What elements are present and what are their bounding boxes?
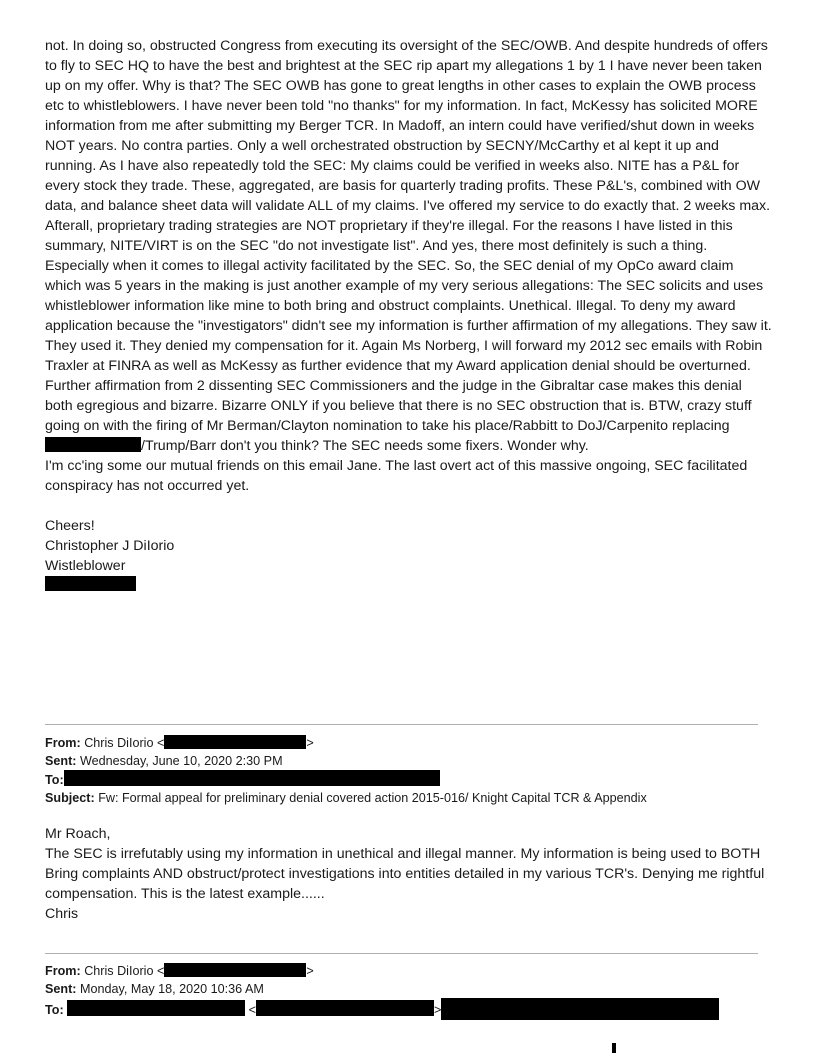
- redaction-box: [45, 576, 136, 591]
- signature-name: Christopher J DiIorio: [45, 538, 175, 554]
- sent-value: Wednesday, June 10, 2020 2:30 PM: [79, 754, 283, 768]
- forward-header-2: [45, 962, 719, 1020]
- body-paragraph: [45, 36, 773, 456]
- from-row: From: Chris DiIorio < >: [45, 736, 314, 750]
- forward-header-1: [45, 734, 647, 807]
- divider: [45, 724, 758, 725]
- paragraph-text-tail: /Trump/Barr don't you think? The SEC needs some fixers. Wonder why.: [141, 438, 589, 454]
- subject-row: Subject: Fw: Formal appeal for preliminary denial covered action 2015-016/ Knight Capital TCR & Appendix: [45, 791, 647, 805]
- greeting: Mr Roach,: [45, 826, 111, 842]
- from-value: Chris DiIorio <: [84, 736, 165, 750]
- signoff: Chris: [45, 906, 79, 922]
- redaction-box: [67, 1000, 245, 1016]
- redaction-box: [164, 735, 306, 749]
- closing-text: Cheers!: [45, 518, 95, 534]
- sent-value: Monday, May 18, 2020 10:36 AM: [79, 982, 264, 996]
- redaction-box: [64, 770, 440, 786]
- redaction-box: [164, 963, 306, 977]
- redaction-box: [256, 1000, 434, 1016]
- redaction-box: [441, 998, 719, 1020]
- paragraph-text: not. In doing so, obstructed Congress from executing its oversight of the SEC/OWB. And despite hundreds of offers to fly to SEC HQ to have the best and brightest at the SEC rip apart my allegations 1 by 1 I have never been taken up on my offer. Why is that? The SEC OWB has gone to great lengths in other cases to explain the OWB process etc to whistleblowers. I have never been told "no thanks" for my information. In fact, McKessy has solicited MORE information from me after submitting my Berger TCR. In Madoff, an intern could have verified/shut down in weeks NOT years. No contra parties. Only a well orchestrated obstruction by SECNY/McCarthy et al kept it up and running. As I have also repeatedly told the SEC: My claims could be verified in weeks also. NITE has a P&L for every stock they trade. These, aggregated, are basis for quarterly trading profits. These P&L's, combined with OW data, and balance sheet data will validate ALL of my claims. I've offered my service to do exactly that. 2 weeks max. Afterall, proprietary trading strategies are NOT proprietary if they're illegal. For the reasons I have listed in this summary, NITE/VIRT is on the SEC "do not investigate list". And yes, there most definitely is such a thing. Especially when it comes to illegal activity facilitated by the SEC. So, the SEC denial of my OpCo award claim which was 5 years in the making is just another example of my very serious allegations: The SEC solicits and uses whistleblower information like mine to both bring and obstruct complaints. Unethical. Illegal. To deny my award application because the "investigators" didn't see my information is further affirmation of my allegations. They saw it. They used it. They denied my compensation for it. Again Ms Norberg, I will forward my 2012 sec emails with Robin Traxler at FINRA as well as McKessy as further evidence that my Award application denial should be overturned. Further affirmation from 2 dissenting SEC Commissioners and the judge in the Gibraltar case makes this denial both egregious and bizarre. Bizarre ONLY if you believe that there is no SEC obstruction that is. BTW, crazy stuff going on with the firing of Mr Berman/Clayton nomination to take his place/Rabbitt to DoJ/Carpenito replacing: [45, 38, 772, 434]
- from-row: From: Chris DiIorio < >: [45, 964, 314, 978]
- to-row: To: < >: [45, 998, 719, 1020]
- to-row: To:: [45, 770, 647, 789]
- subject-value: Fw: Formal appeal for preliminary denial covered action 2015-016/ Knight Capital TCR & Appendix: [98, 791, 647, 805]
- sent-row: Sent: Wednesday, June 10, 2020 2:30 PM: [45, 754, 283, 768]
- redaction-box: [45, 437, 141, 452]
- forward-message-1: [45, 824, 773, 924]
- redaction-mark: [612, 1043, 616, 1053]
- email-body: [45, 36, 773, 597]
- signature-title: Wistleblower: [45, 558, 126, 574]
- divider: [45, 953, 758, 954]
- from-value: Chris DiIorio <: [84, 964, 165, 978]
- message-body: The SEC is irrefutably using my information in unethical and illegal manner. My information is being used to BOTH Bring complaints AND obstruct/protect investigations into entities detailed in my various TCR's. Denying me rightful compensation. This is the latest example......: [45, 846, 765, 902]
- body-paragraph: I'm cc'ing some our mutual friends on this email Jane. The last overt act of this massive ongoing, SEC facilitated conspiracy has not occurred yet.: [45, 458, 748, 494]
- sent-row: Sent: Monday, May 18, 2020 10:36 AM: [45, 982, 264, 996]
